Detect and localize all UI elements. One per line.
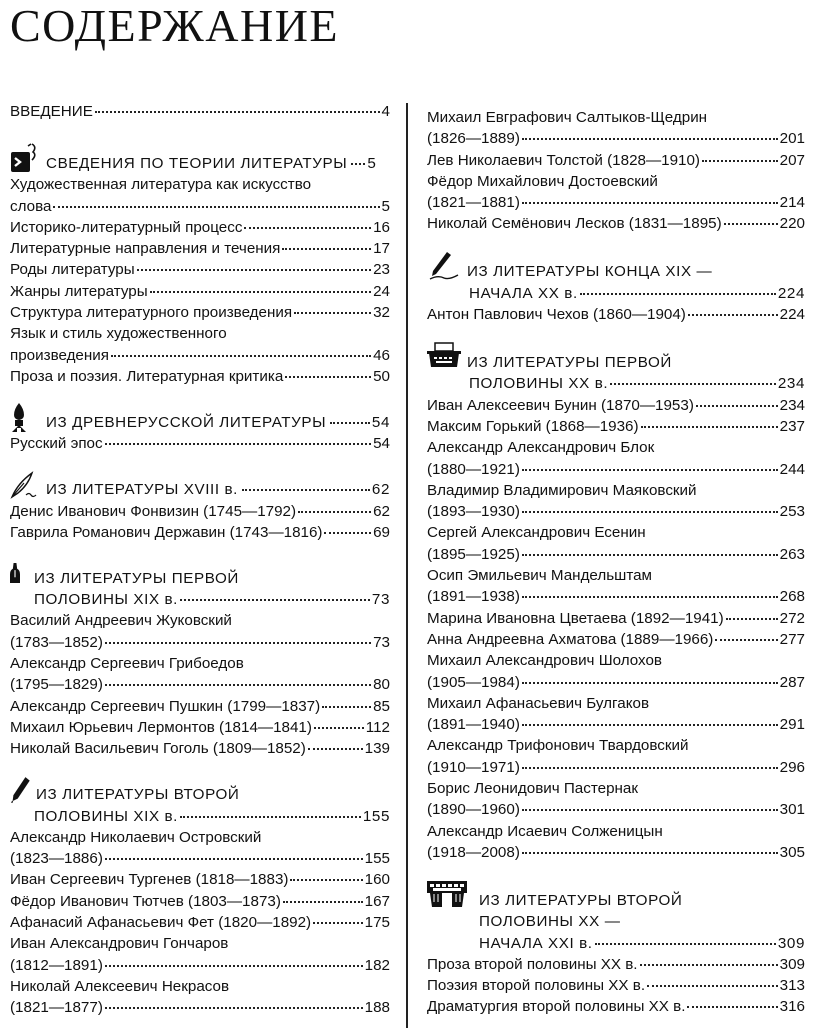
section-title-line1: ИЗ ЛИТЕРАТУРЫ КОНЦА XIX — (467, 263, 713, 281)
leader-dots (105, 443, 372, 445)
toc-entry[interactable] (427, 304, 805, 325)
toc-entry[interactable] (427, 586, 805, 607)
entry-title: (1891—1938) (427, 588, 520, 606)
church-icon (10, 401, 38, 433)
entry-title: Историко-литературный процесс (10, 218, 243, 236)
leader-dots (242, 489, 370, 491)
entry-page: 237 (779, 417, 805, 435)
leader-dots (105, 858, 363, 860)
toc-entry[interactable] (427, 672, 805, 693)
entry-title: (1905—1984) (427, 673, 520, 691)
entry-page: 85 (373, 697, 390, 715)
entry-title: Фёдор Иванович Тютчев (1803—1873) (10, 892, 281, 910)
leader-dots (105, 642, 371, 644)
section-heading[interactable] (10, 142, 390, 174)
leader-dots (290, 879, 362, 881)
entry-page: 4 (381, 103, 390, 120)
toc-entry[interactable] (427, 996, 805, 1017)
entry-title: (1812—1891) (10, 956, 103, 974)
section-heading-line2[interactable] (10, 589, 390, 610)
entry-title: (1795—1829) (10, 676, 103, 694)
entry-title: (1891—1940) (427, 716, 520, 734)
section-title: ИЗ ЛИТЕРАТУРЫ XVIII в. (46, 481, 238, 499)
entry-title: Анна Андреевна Ахматова (1889—1966) (427, 630, 714, 648)
section-title-line3: НАЧАЛА XXI в. (479, 934, 593, 952)
section-heading-line2[interactable] (427, 373, 805, 394)
leader-dots (330, 422, 370, 424)
leader-dots (105, 965, 363, 967)
toc-entry[interactable] (427, 192, 805, 213)
entry-title: Структура литературного произведения (10, 304, 293, 322)
leader-dots (180, 599, 370, 601)
leader-dots (522, 469, 778, 471)
toc-entry[interactable] (10, 433, 390, 454)
entry-page: 182 (364, 956, 390, 974)
entry-page: 201 (779, 130, 805, 148)
section-page: 62 (371, 481, 390, 499)
section-title-line1: ИЗ ЛИТЕРАТУРЫ ВТОРОЙ (36, 786, 240, 804)
entry-page: 23 (373, 261, 390, 279)
fountain-pen-icon (10, 774, 34, 806)
toc-entry[interactable] (427, 608, 805, 629)
entry-page: 5 (381, 197, 390, 215)
entry-page: 234 (779, 396, 805, 414)
leader-dots (687, 1006, 777, 1008)
entry-page: 220 (779, 215, 805, 233)
entry-title: (1880—1921) (427, 460, 520, 478)
toc-entry-line1[interactable]: Михаил Афанасьевич Булгаков (427, 694, 650, 712)
toc-entry[interactable] (10, 217, 390, 238)
entry-page: 301 (779, 801, 805, 819)
toc-entry[interactable] (427, 954, 805, 975)
section-heading-line3[interactable] (427, 933, 805, 954)
section-heading[interactable] (427, 879, 805, 911)
toc-left-column (10, 101, 390, 1019)
entry-title: Проза и поэзия. Литературная критика (10, 367, 284, 385)
toc-entry[interactable] (427, 459, 805, 480)
toc-entry-line1[interactable]: Александр Трифонович Твардовский (427, 737, 689, 755)
toc-entry[interactable] (427, 544, 805, 565)
leader-dots (647, 985, 778, 987)
toc-entry-line1[interactable]: Михаил Евграфович Салтыков-Щедрин (427, 109, 708, 126)
entry-title: Поэзия второй половины XX в. (427, 977, 646, 995)
section-title-line2: ПОЛОВИНЫ XX в. (469, 375, 609, 393)
toc-entry-line1[interactable]: Михаил Александрович Шолохов (427, 652, 662, 670)
leader-dots (522, 202, 778, 204)
quill-icon (10, 469, 38, 501)
entry-title: (1823—1886) (10, 850, 103, 868)
toc-entry[interactable] (10, 912, 390, 933)
toc-entry[interactable] (427, 714, 805, 735)
entry-title: (1821—1877) (10, 999, 103, 1017)
leader-dots (294, 312, 371, 314)
entry-title: Проза второй половины XX в. (427, 955, 638, 973)
section-page: 224 (777, 284, 805, 302)
toc-entry[interactable] (10, 302, 390, 323)
entry-page: 244 (779, 460, 805, 478)
section-page: 309 (777, 934, 805, 952)
entry-page: 16 (373, 218, 390, 236)
entry-page: 32 (373, 304, 390, 322)
section-title-line1: ИЗ ЛИТЕРАТУРЫ ПЕРВОЙ (34, 569, 239, 587)
leader-dots (724, 223, 778, 225)
leader-dots (522, 511, 778, 513)
entry-page: 296 (779, 758, 805, 776)
entry-page: 69 (373, 523, 390, 541)
entry-title: Гаврила Романович Державин (1743—1816) (10, 523, 323, 541)
entry-title: Михаил Юрьевич Лермонтов (1814—1841) (10, 718, 312, 736)
entry-page: 268 (779, 588, 805, 606)
section-page: 5 (367, 155, 377, 172)
entry-title: (1783—1852) (10, 633, 103, 651)
entry-title: Марина Ивановна Цветаева (1892—1941) (427, 609, 724, 627)
toc-entry[interactable] (427, 150, 805, 171)
entry-title: произведения (10, 346, 109, 364)
toc-entry[interactable] (10, 717, 390, 738)
toc-entry-line1[interactable]: Осип Эмильевич Мандельштам (427, 567, 653, 585)
entry-title: Александр Сергеевич Пушкин (1799—1837) (10, 697, 321, 715)
section-heading[interactable] (10, 557, 390, 589)
toc-right-column (427, 107, 805, 1018)
leader-dots (726, 618, 778, 620)
leader-dots (137, 269, 371, 271)
section-page: 73 (371, 591, 390, 609)
entry-title: Афанасий Афанасьевич Фет (1820—1892) (10, 914, 312, 932)
entry-title: (1895—1925) (427, 545, 520, 563)
toc-entry[interactable] (427, 128, 805, 149)
leader-dots (351, 163, 365, 165)
entry-page: 62 (373, 502, 390, 520)
leader-dots (522, 682, 778, 684)
toc-entry[interactable] (10, 281, 390, 302)
toc-entry-line1[interactable]: Художественная литература как искусство (10, 176, 312, 194)
section-heading[interactable] (10, 401, 390, 433)
section-title-line1: ИЗ ЛИТЕРАТУРЫ ВТОРОЙ (479, 891, 683, 909)
entry-page: 287 (779, 673, 805, 691)
section-title: ИЗ ДРЕВНЕРУССКОЙ ЛИТЕРАТУРЫ (46, 413, 327, 431)
toc-entry[interactable] (427, 416, 805, 437)
toc-entry[interactable] (10, 345, 390, 366)
leader-dots (522, 138, 778, 140)
toc-entry-line1[interactable]: Александр Николаевич Островский (10, 828, 262, 846)
toc-entry[interactable] (10, 696, 390, 717)
leader-dots (298, 511, 371, 513)
entry-page: 291 (779, 716, 805, 734)
leader-dots (105, 1007, 363, 1009)
toc-entry[interactable] (427, 213, 805, 234)
toc-entry[interactable] (427, 975, 805, 996)
toc-entry-line1[interactable]: Николай Алексеевич Некрасов (10, 977, 230, 995)
leader-dots (641, 426, 778, 428)
toc-entry[interactable] (10, 101, 390, 122)
leader-dots (595, 943, 776, 945)
toc-entry-line1[interactable]: Сергей Александрович Есенин (427, 524, 646, 542)
entry-title: Антон Павлович Чехов (1860—1904) (427, 306, 686, 324)
entry-title: Иван Алексеевич Бунин (1870—1953) (427, 396, 694, 414)
leader-dots (283, 901, 363, 903)
entry-page: 54 (373, 435, 390, 453)
entry-page: 139 (364, 740, 390, 758)
book-icon (10, 142, 38, 174)
entry-title: Лев Николаевич Толстой (1828—1910) (427, 151, 700, 169)
toc-entry-line1[interactable]: Александр Сергеевич Грибоедов (10, 655, 244, 673)
section-heading[interactable] (10, 774, 390, 806)
toc-entry[interactable] (10, 869, 390, 890)
entry-page: 305 (779, 843, 805, 861)
entry-page: 253 (779, 503, 805, 521)
toc-entry-line1[interactable]: Язык и стиль художественного (10, 325, 227, 343)
entry-title: (1910—1971) (427, 758, 520, 776)
entry-page: 80 (373, 676, 390, 694)
section-title: СВЕДЕНИЯ ПО ТЕОРИИ ЛИТЕРАТУРЫ (46, 155, 348, 172)
entry-page: 160 (364, 871, 390, 889)
toc-entry[interactable] (10, 674, 390, 695)
section-title-line2: НАЧАЛА XX в. (469, 284, 578, 302)
leader-dots (322, 706, 371, 708)
entry-title: Литературные направления и течения (10, 240, 281, 258)
toc-entry[interactable] (427, 757, 805, 778)
pen-nib-icon (427, 251, 461, 283)
leader-dots (522, 852, 778, 854)
entry-title: слова (10, 197, 52, 215)
section-title-line2: ПОЛОВИНЫ XX — (479, 913, 621, 931)
leader-dots (314, 727, 364, 729)
leader-dots (522, 809, 778, 811)
toc-entry[interactable] (10, 848, 390, 869)
leader-dots (522, 554, 778, 556)
leader-dots (522, 596, 778, 598)
toc-entry-line1[interactable]: Александр Александрович Блок (427, 439, 655, 457)
leader-dots (610, 383, 776, 385)
toc-entry[interactable] (10, 955, 390, 976)
toc-entry[interactable] (10, 259, 390, 280)
entry-page: 313 (779, 977, 805, 995)
section-page: 234 (777, 375, 805, 393)
entry-page: 214 (779, 194, 805, 212)
section-heading[interactable] (10, 469, 390, 501)
section-page: 54 (371, 413, 390, 431)
toc-entry-line1[interactable]: Александр Исаевич Солженицын (427, 822, 663, 840)
entry-page: 263 (779, 545, 805, 563)
column-divider (406, 103, 408, 1028)
leader-dots (53, 206, 379, 208)
entry-page: 224 (779, 306, 805, 324)
entry-title: (1821—1881) (427, 194, 520, 212)
toc-entry-line1[interactable]: Василий Андреевич Жуковский (10, 612, 232, 630)
toc-entry[interactable] (10, 891, 390, 912)
leader-dots (324, 532, 371, 534)
entry-page: 272 (779, 609, 805, 627)
toc-entry-line1[interactable]: Борис Леонидович Пастернак (427, 780, 638, 798)
entry-page: 175 (364, 914, 390, 932)
entry-title: Николай Васильевич Гоголь (1809—1852) (10, 740, 306, 758)
section-heading-line2[interactable] (427, 283, 805, 304)
entry-page: 188 (364, 999, 390, 1017)
entry-page: 73 (373, 633, 390, 651)
section-title-line1: ИЗ ЛИТЕРАТУРЫ ПЕРВОЙ (467, 354, 672, 372)
leader-dots (105, 684, 371, 686)
entry-title: Максим Горький (1868—1936) (427, 417, 639, 435)
leader-dots (282, 248, 371, 250)
section-heading[interactable] (427, 341, 805, 373)
toc-entry[interactable] (10, 632, 390, 653)
entry-page: 112 (365, 718, 390, 736)
inkwell-icon (10, 557, 30, 589)
toc-entry[interactable] (10, 196, 390, 217)
toc-entry[interactable] (427, 501, 805, 522)
leader-dots (696, 405, 778, 407)
leader-dots (95, 111, 380, 113)
leader-dots (313, 922, 363, 924)
section-title-line2: ПОЛОВИНЫ XIX в. (34, 807, 179, 825)
leader-dots (244, 227, 371, 229)
leader-dots (180, 816, 361, 818)
entry-page: 24 (373, 282, 390, 300)
entry-title: Роды литературы (10, 261, 135, 279)
toc-entry[interactable] (427, 799, 805, 820)
entry-page: 277 (779, 630, 805, 648)
entry-title: (1826—1889) (427, 130, 520, 148)
toc-entry-line1[interactable]: Фёдор Михайлович Достоевский (427, 172, 658, 190)
entry-title: Драматургия второй половины XX в. (427, 998, 686, 1016)
leader-dots (285, 376, 371, 378)
toc-entry[interactable] (427, 395, 805, 416)
section-title-line2: ПОЛОВИНЫ XIX в. (34, 591, 179, 609)
leader-dots (688, 314, 778, 316)
leader-dots (150, 291, 371, 293)
leader-dots (522, 724, 778, 726)
entry-page: 46 (373, 346, 390, 364)
typewriter-icon (427, 341, 461, 373)
leader-dots (715, 639, 777, 641)
entry-title: (1918—2008) (427, 843, 520, 861)
entry-title: Иван Сергеевич Тургенев (1818—1883) (10, 871, 289, 889)
toc-entry-line1[interactable]: Иван Александрович Гончаров (10, 935, 229, 953)
entry-page: 17 (373, 240, 390, 258)
toc-entry[interactable] (10, 501, 390, 522)
entry-title: (1893—1930) (427, 503, 520, 521)
entry-page: 309 (779, 955, 805, 973)
toc-entry[interactable] (10, 522, 390, 543)
leader-dots (111, 355, 371, 357)
entry-title: Жанры литературы (10, 282, 148, 300)
leader-dots (640, 964, 778, 966)
leader-dots (522, 767, 778, 769)
toc-entry[interactable] (10, 997, 390, 1018)
section-page: 155 (362, 807, 390, 825)
leader-dots (580, 293, 776, 295)
page-title: СОДЕРЖАНИЕ (10, 0, 340, 51)
toc-entry-line1[interactable]: Владимир Владимирович Маяковский (427, 481, 697, 499)
leader-dots (308, 748, 363, 750)
entry-page: 155 (364, 850, 390, 868)
toc-entry[interactable] (10, 366, 390, 387)
entry-page: 167 (364, 892, 390, 910)
toc-entry[interactable] (10, 238, 390, 259)
entry-title: Денис Иванович Фонвизин (1745—1792) (10, 502, 297, 520)
entry-title: Русский эпос (10, 435, 103, 453)
toc-entry[interactable] (427, 629, 805, 650)
toc-entry[interactable] (10, 738, 390, 759)
entry-page: 316 (779, 998, 805, 1016)
entry-title: ВВЕДЕНИЕ (10, 103, 93, 120)
entry-page: 50 (373, 367, 390, 385)
section-heading-line2[interactable] (10, 806, 390, 827)
section-heading[interactable] (427, 251, 805, 283)
toc-entry[interactable] (427, 842, 805, 863)
entry-page: 207 (779, 151, 805, 169)
keyboard-hands-icon (427, 879, 467, 911)
leader-dots (702, 160, 778, 162)
entry-title: (1890—1960) (427, 801, 520, 819)
entry-title: Николай Семёнович Лесков (1831—1895) (427, 215, 722, 233)
